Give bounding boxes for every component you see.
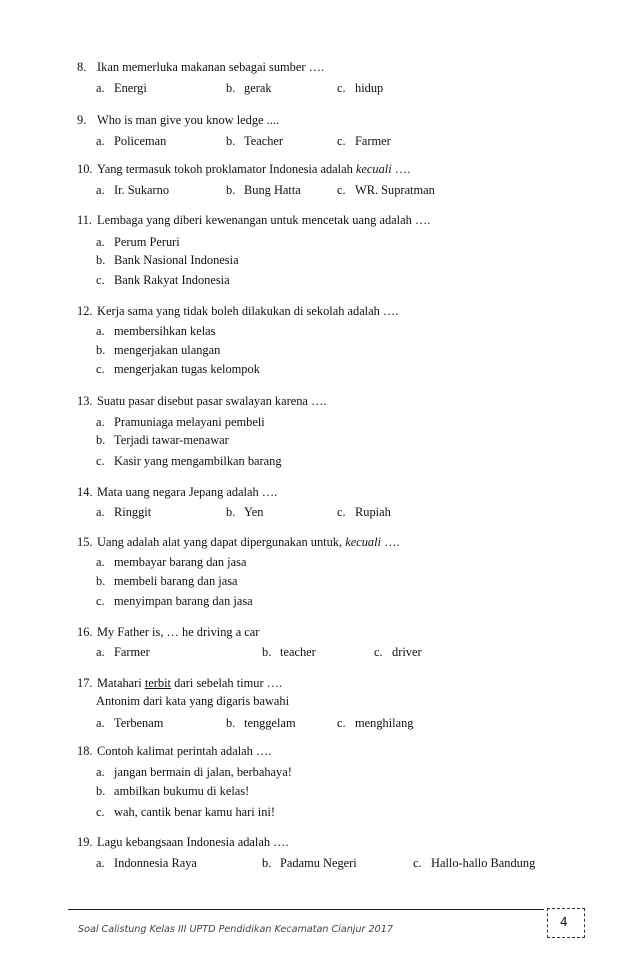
option-19a: a. Indonnesia Raya — [96, 856, 197, 870]
option-16c: c. driver — [374, 645, 422, 659]
option-8c: c. hidup — [337, 81, 384, 95]
question-14 — [77, 485, 277, 500]
question-11 — [77, 213, 430, 228]
question-12 — [77, 304, 398, 319]
option-14c: c. Rupiah — [337, 505, 391, 519]
question-number: 10. — [77, 162, 93, 176]
question-number: 13. — [77, 394, 93, 408]
underlined-word: terbit — [144, 676, 171, 690]
question-text: Suatu pasar disebut pasar swalayan karena …. — [97, 394, 327, 408]
option-17b: b. tenggelam — [226, 716, 296, 730]
question-17-instruction: Antonim dari kata yang digaris bawahi — [96, 694, 290, 708]
option-10b: b. Bung Hatta — [226, 183, 301, 197]
question-number: 11. — [77, 213, 93, 227]
question-text: Mata uang negara Jepang adalah …. — [97, 485, 278, 499]
option-11c: c. Bank Rakyat Indonesia — [96, 273, 230, 287]
question-number: 15. — [77, 535, 93, 549]
option-16b: b. teacher — [262, 645, 316, 659]
option-18b: b. ambilkan bukumu di kelas! — [96, 784, 250, 798]
question-18 — [77, 744, 271, 759]
question-16 — [77, 625, 259, 640]
question-text: Yang termasuk tokoh proklamator Indonesia adalah — [97, 162, 353, 176]
option-18c: c. wah, cantik benar kamu hari ini! — [96, 805, 276, 819]
question-15: 15. Uang adalah alat yang dapat dipergunakan untuk, kecuali …. — [77, 535, 400, 549]
question-emphasis: kecuali — [345, 535, 381, 549]
option-15c: c. menyimpan barang dan jasa — [96, 594, 253, 608]
question-text: Contoh kalimat perintah adalah …. — [97, 744, 272, 758]
option-12b: b. mengerjakan ulangan — [96, 343, 221, 357]
option-12a: a. membersihkan kelas — [96, 324, 216, 338]
option-17c: c. menghilang — [337, 716, 414, 730]
option-11a: a. Perum Peruri — [96, 235, 180, 249]
option-13b: b. Terjadi tawar-menawar — [96, 433, 229, 447]
question-19 — [77, 835, 289, 850]
option-19c: c. Hallo-hallo Bandung — [413, 856, 536, 870]
question-number: 18. — [77, 744, 93, 758]
question-number: 14. — [77, 485, 93, 499]
option-13c: c. Kasir yang mengambilkan barang — [96, 454, 282, 468]
option-10a: a. Ir. Sukarno — [96, 183, 170, 197]
question-number: 12. — [77, 304, 93, 318]
option-12c: c. mengerjakan tugas kelompok — [96, 362, 260, 376]
question-emphasis: kecuali — [355, 162, 392, 176]
footer-divider — [68, 909, 544, 910]
question-17: 17. Matahari terbit dari sebelah timur …. — [77, 676, 283, 690]
option-17a: a. Terbenam — [96, 716, 164, 730]
question-number: 9. — [77, 113, 87, 127]
question-text: Who is man give you know ledge .... — [97, 113, 280, 127]
option-9c: c. Farmer — [337, 134, 391, 148]
question-number: 8. — [77, 60, 87, 74]
page-number: 4 — [560, 915, 568, 929]
question-text: dari sebelah timur …. — [174, 676, 283, 690]
question-text: Uang adalah alat yang dapat dipergunakan untuk, — [97, 535, 343, 549]
option-11b: b. Bank Nasional Indonesia — [96, 253, 239, 267]
question-number: 17. — [77, 676, 93, 690]
option-18a: a. jangan bermain di jalan, berbahaya! — [96, 765, 292, 779]
footer-text: Soal Calistung Kelas III UPTD Pendidikan Kecamatan Cianjur 2017 — [78, 924, 393, 935]
option-15a: a. membayar barang dan jasa — [96, 555, 247, 569]
option-15b: b. membeli barang dan jasa — [96, 574, 238, 588]
question-number: 19. — [77, 835, 93, 849]
option-10c: c. WR. Supratman — [337, 183, 435, 197]
question-8 — [77, 60, 324, 75]
question-text: Lembaga yang diberi kewenangan untuk mencetak uang adalah …. — [97, 213, 431, 227]
question-number: 16. — [77, 625, 93, 639]
option-16a: a. Farmer — [96, 645, 150, 659]
option-14b: b. Yen — [226, 505, 264, 519]
question-text: Kerja sama yang tidak boleh dilakukan di sekolah adalah …. — [97, 304, 399, 318]
option-13a: a. Pramuniaga melayani pembeli — [96, 415, 265, 429]
question-13 — [77, 394, 327, 409]
question-text: Lagu kebangsaan Indonesia adalah …. — [97, 835, 289, 849]
option-9a: a. Policeman — [96, 134, 167, 148]
option-19b: b. Padamu Negeri — [262, 856, 357, 870]
option-8b: b. gerak — [226, 81, 272, 95]
option-14a: a. Ringgit — [96, 505, 152, 519]
option-9b: b. Teacher — [226, 134, 284, 148]
question-text: Ikan memerluka makanan sebagai sumber …. — [97, 60, 325, 74]
question-9 — [77, 113, 279, 128]
option-8a: a. Energi — [96, 81, 147, 95]
question-text: My Father is, … he driving a car — [97, 625, 260, 639]
question-10: 10. Yang termasuk tokoh proklamator Indonesia adalah kecuali …. — [77, 162, 411, 176]
